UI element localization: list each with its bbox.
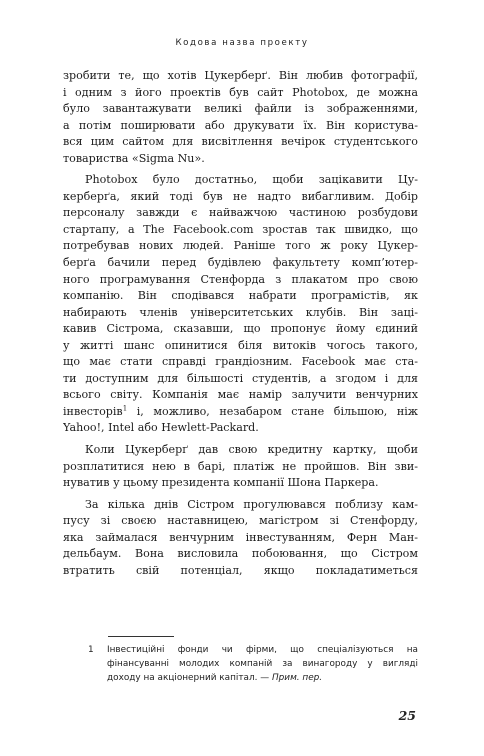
- text-line: Yahoo!, Intel або Hewlett-Packard.: [63, 421, 259, 435]
- footnote-text: [107, 643, 418, 686]
- text-line: ти доступним для більшості студентів, а згодом і для: [63, 371, 418, 385]
- text-line: зробити те, що хотів Цукерберґ. Він любив фотографії,: [63, 69, 418, 82]
- text-line: і одним з його проектів був сайт Photobox, де можна: [63, 85, 418, 99]
- text-line: у житті шанс опинитися біля витоків чогось такого,: [63, 338, 418, 352]
- footnote-ref: 1: [122, 404, 128, 413]
- paragraph: [63, 497, 418, 580]
- body-text: [63, 68, 418, 584]
- text-line: втратить свій потенціал, якщо покладатиметься: [63, 563, 418, 577]
- text-line: Photobox було достатньо, щоби зацікавити Цу-: [85, 173, 418, 187]
- text-line: розплатитися нею в барі, платіж не пройшов. Він зви-: [63, 459, 418, 473]
- text-line: компанію. Він сподівався набрати програмістів, як: [63, 289, 418, 303]
- text-line: пусу зі своєю наставницею, магістром зі Стенфорду,: [63, 514, 418, 528]
- text-line: берґа бачили перед будівлею факультету комп’ютер-: [63, 256, 418, 270]
- text-line: нуватив у цьому президента компанії Шона Паркера.: [63, 476, 379, 490]
- text-line: ного програмування Стенфорда з плакатом про свою: [63, 272, 418, 286]
- running-head: Кодова назва проекту: [175, 38, 309, 48]
- text-line: що має стати справді грандіозним. Facebook має ста-: [63, 355, 418, 369]
- text-line: товариства «Sigma Nu».: [63, 151, 205, 165]
- text-line: Коли Цукерберґ дав свою кредитну картку, щоби: [85, 443, 418, 457]
- text-line: вся цим сайтом для висвітлення вечірок студентського: [63, 135, 418, 149]
- paragraph: [63, 68, 418, 167]
- footnote-line: фінансуванні молодих компаній за винагороду у вигляді: [107, 659, 418, 670]
- text-line: За кілька днів Сістром прогулювався поблизу кам-: [85, 497, 418, 511]
- text-line: набирають членів університетських клубів. Він заці-: [63, 305, 418, 319]
- text-line: а потім поширювати або друкувати їх. Він користува-: [63, 118, 418, 132]
- footnote-note: Прим. пер.: [272, 673, 323, 684]
- page-number: 25: [398, 708, 416, 723]
- text-line: персоналу завжди є найважчою частиною розбудови: [63, 206, 418, 220]
- text-line: всього світу. Компанія має намір залучити венчурних: [63, 388, 418, 402]
- text-segment: інвесторів: [63, 404, 123, 418]
- text-line: кавив Сістрома, сказавши, що пропонує йому єдиний: [63, 322, 418, 336]
- footnote-line: [107, 671, 418, 685]
- text-line: було завантажувати великі файли із зображеннями,: [63, 102, 418, 116]
- paragraph: [63, 172, 418, 437]
- paragraph: [63, 442, 418, 492]
- footnote-number: 1: [88, 645, 94, 655]
- text-line: керберґа, який тоді був не надто вибагливим. Добір: [63, 189, 418, 203]
- text-line: стартапу, а The Facebook.com зростав так швидко, що: [63, 222, 418, 236]
- footnote-segment: доходу на акціонерний капітал. —: [107, 673, 272, 684]
- text-line: яка займалася венчурним інвестуванням, Ферн Ман-: [63, 530, 418, 544]
- text-line: дельбаум. Вона висловила побоювання, що Сістром: [63, 547, 418, 561]
- text-segment: і, можливо, незабаром стане більшою, ніж: [127, 404, 418, 418]
- footnote-line: Інвестиційні фонди чи фірми, що спеціалізуються на: [107, 645, 418, 655]
- footnote-divider: [108, 636, 174, 637]
- text-line: потребував нових людей. Раніше того ж року Цукер-: [63, 239, 418, 253]
- text-line-with-footnote: [63, 404, 418, 421]
